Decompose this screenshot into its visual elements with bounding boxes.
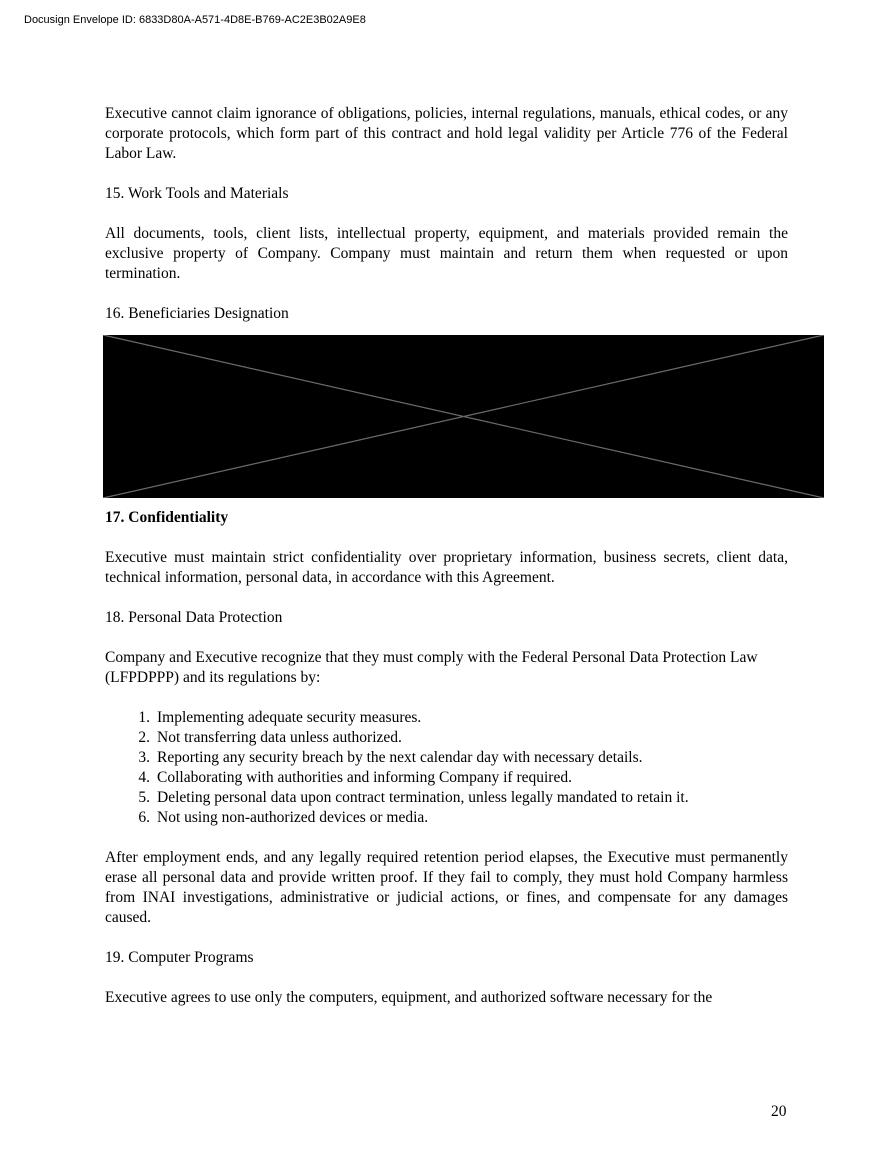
- section-19-title: 19. Computer Programs: [105, 949, 254, 966]
- list-number: 1.: [138, 709, 150, 726]
- section-18-title: 18. Personal Data Protection: [105, 609, 283, 626]
- section-15-title: 15. Work Tools and Materials: [105, 185, 289, 202]
- obligations-paragraph: Executive cannot claim ignorance of obligations, policies, internal regulations, manuals, ethical codes, or any corporate protocols, which form part of this contract and hold legal validity per Article 776 of the Federal Labor Law.: [105, 105, 788, 162]
- list-text: Reporting any security breach by the next calendar day with necessary details.: [157, 749, 643, 766]
- list-number: 3.: [138, 749, 150, 766]
- envelope-id: Docusign Envelope ID: 6833D80A-A571-4D8E-B769-AC2E3B02A9E8: [24, 14, 366, 26]
- list-item: [105, 768, 788, 788]
- list-text: Implementing adequate security measures.: [157, 709, 422, 726]
- list-text: Collaborating with authorities and informing Company if required.: [157, 769, 572, 786]
- list-text: Not using non-authorized devices or media.: [157, 809, 429, 826]
- list-number: 4.: [138, 769, 150, 786]
- section-17-body: Executive must maintain strict confidentiality over proprietary information, business secrets, client data, technical information, personal data, in accordance with this Agreement.: [105, 549, 788, 586]
- section-17-title: 17. Confidentiality: [105, 509, 229, 526]
- list-text: Deleting personal data upon contract termination, unless legally mandated to retain it.: [157, 789, 689, 806]
- section-18-intro: Company and Executive recognize that they must comply with the Federal Personal Data Protection Law (LFPDPPP) and its regulations by:: [105, 649, 758, 686]
- list-item: [105, 708, 788, 728]
- section-16-title: 16. Beneficiaries Designation: [105, 305, 289, 322]
- list-number: 2.: [138, 729, 150, 746]
- list-number: 5.: [138, 789, 150, 806]
- redacted-block: [103, 335, 824, 498]
- list-number: 6.: [138, 809, 150, 826]
- section-18-after: After employment ends, and any legally required retention period elapses, the Executive must permanently erase all personal data and provide written proof. If they fail to comply, they must hold Company harmless from INAI investigations, administrative or judicial actions, or fines, and compensate for any damages caused.: [105, 849, 788, 926]
- section-19-body: Executive agrees to use only the computers, equipment, and authorized software necessary for the: [105, 989, 713, 1006]
- list-item: [105, 808, 788, 828]
- page-number: 20: [771, 1103, 787, 1120]
- list-item: [105, 748, 788, 768]
- list-item: [105, 788, 788, 808]
- data-protection-list: [105, 708, 788, 828]
- list-text: Not transferring data unless authorized.: [157, 729, 402, 746]
- redaction-cross-icon: [103, 335, 824, 498]
- list-item: [105, 728, 788, 748]
- page-content: [105, 104, 788, 1028]
- section-15-body: All documents, tools, client lists, intellectual property, equipment, and materials provided remain the exclusive property of Company. Company must maintain and return them when requested or upon termination.: [105, 225, 788, 282]
